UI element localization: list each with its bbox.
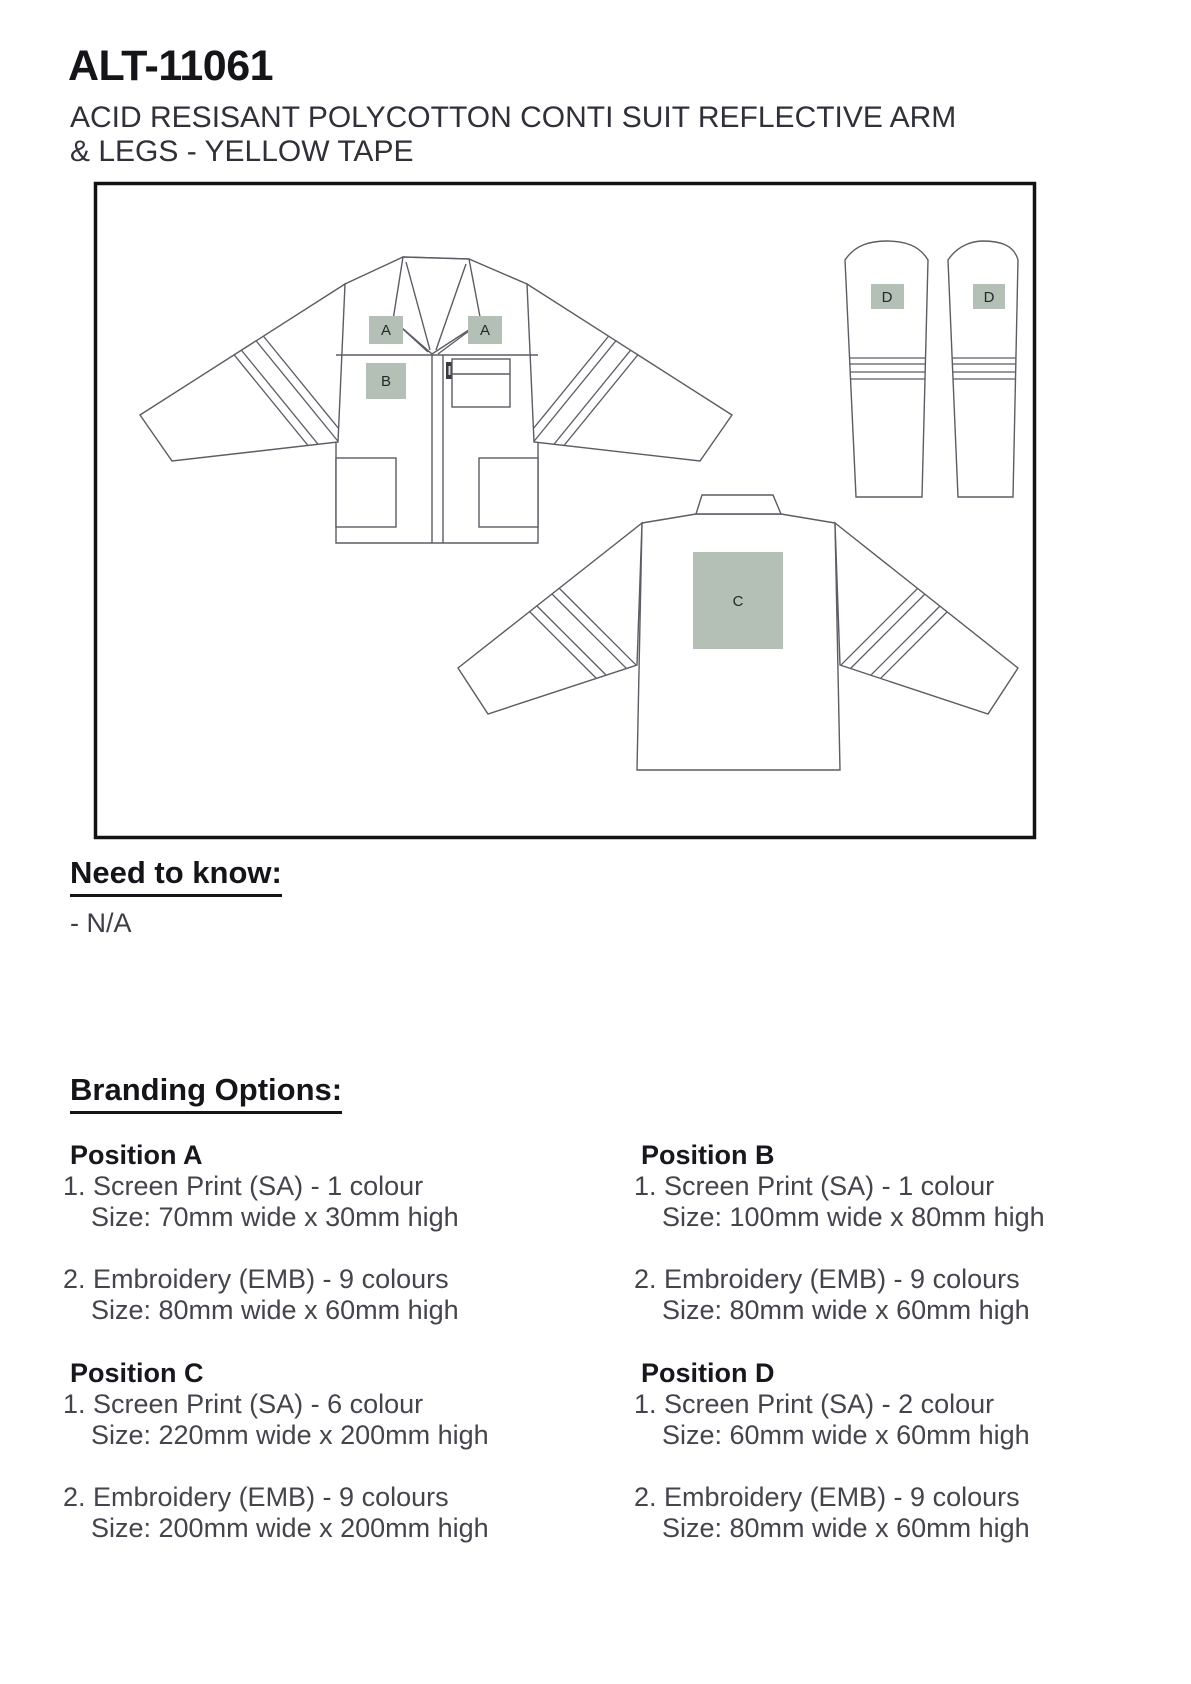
position-a-option-2-size: Size: 80mm wide x 60mm high (91, 1295, 459, 1325)
product-diagram (90, 178, 1040, 843)
position-a-option-2: 2. Embroidery (EMB) - 9 colours (63, 1264, 449, 1294)
position-b-title: Position B (641, 1140, 775, 1170)
position-d-title: Position D (641, 1358, 775, 1388)
marker-a-left-label: A (380, 322, 392, 339)
jacket-front-view (140, 257, 732, 543)
position-d-option-1-size: Size: 60mm wide x 60mm high (662, 1420, 1030, 1450)
position-d-block (634, 1358, 1030, 1575)
position-b-block (634, 1140, 1045, 1357)
marker-d-right-label: D (983, 289, 995, 306)
zipper-pull-slot (449, 366, 451, 375)
trouser-leg-left (845, 241, 928, 497)
jacket-back-right-sleeve (835, 523, 1018, 714)
position-c-option-1: 1. Screen Print (SA) - 6 colour (63, 1389, 424, 1419)
marker-a-right-label: A (479, 322, 491, 339)
jacket-back-view (458, 495, 1018, 770)
product-name (70, 101, 956, 169)
position-b-option-1: 1. Screen Print (SA) - 1 colour (634, 1171, 995, 1201)
product-name-line-1: ACID RESISANT POLYCOTTON CONTI SUIT REFLECTIVE ARM (70, 101, 957, 134)
chest-pocket (452, 359, 510, 407)
jacket-front-right-sleeve (527, 284, 732, 461)
position-c-option-1-size: Size: 220mm wide x 200mm high (91, 1420, 489, 1450)
branding-options-heading: Branding Options: (70, 1072, 342, 1114)
lower-pocket-left (336, 458, 396, 527)
position-c-block (63, 1358, 489, 1575)
marker-c-label: C (732, 593, 744, 610)
position-b-option-2-size: Size: 80mm wide x 60mm high (662, 1295, 1030, 1325)
marker-d-left-label: D (881, 289, 893, 306)
jacket-front-left-sleeve (140, 284, 345, 461)
position-d-option-2-size: Size: 80mm wide x 60mm high (662, 1513, 1030, 1543)
position-a-option-1-size: Size: 70mm wide x 30mm high (91, 1202, 459, 1232)
position-d-option-2: 2. Embroidery (EMB) - 9 colours (634, 1482, 1020, 1512)
product-code: ALT-11061 (68, 42, 274, 90)
position-a-block (63, 1140, 459, 1357)
position-b-option-1-size: Size: 100mm wide x 80mm high (662, 1202, 1045, 1232)
position-b-option-2: 2. Embroidery (EMB) - 9 colours (634, 1264, 1020, 1294)
trouser-leg-right (948, 241, 1018, 497)
position-c-option-2-size: Size: 200mm wide x 200mm high (91, 1513, 489, 1543)
trouser-legs-view (840, 241, 1022, 497)
jacket-back-collar (696, 495, 781, 514)
position-c-option-2: 2. Embroidery (EMB) - 9 colours (63, 1482, 449, 1512)
need-to-know-item: - N/A (70, 908, 132, 938)
lower-pocket-right (479, 458, 538, 527)
marker-b-label: B (380, 373, 392, 390)
position-a-option-1: 1. Screen Print (SA) - 1 colour (63, 1171, 424, 1201)
product-name-line-2: & LEGS - YELLOW TAPE (70, 135, 414, 168)
position-d-option-1: 1. Screen Print (SA) - 2 colour (634, 1389, 995, 1419)
need-to-know-heading: Need to know: (70, 855, 282, 897)
position-a-title: Position A (70, 1140, 203, 1170)
position-c-title: Position C (70, 1358, 204, 1388)
